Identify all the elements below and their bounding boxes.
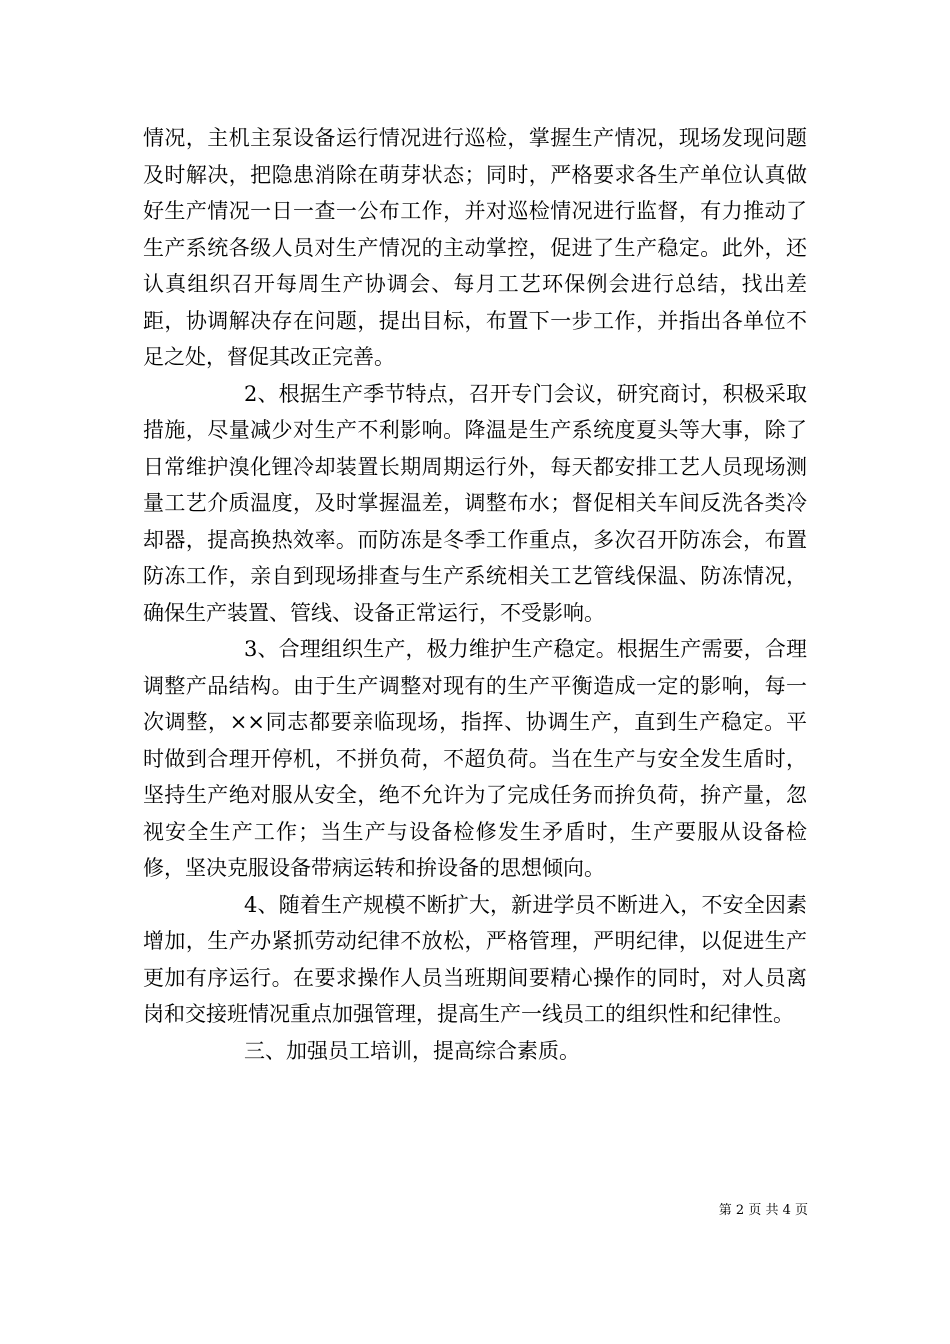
paragraph-4: 4、随着生产规模不断扩大，新进学员不断进入，不安全因素增加，生产办紧抓劳动纪律不放松，严格管理，严明纪律，以促进生产更加有序运行。在要求操作人员当班期间要精心操作的同时，对人员离岗和交接班情况重点加强管理，提高生产一线员工的组织性和纪律性。	[143, 892, 807, 1026]
page-number: 第 2 页 共 4 页	[718, 1203, 808, 1218]
paragraph-3: 3、合理组织生产，极力维护生产稳定。根据生产需要，合理调整产品结构。由于生产调整对现有的生产平衡造成一定的影响，每一次调整，××同志都要亲临现场，指挥、协调生产，直到生产稳定。平时做到合理开停机，不拼负荷，不超负荷。当在生产与安全发生盾时，坚持生产绝对服从安全，绝不允许为了完成任务而拚负荷，拚产量，忽视安全生产工作；当生产与设备检修发生矛盾时，生产要服从设备检修，坚决克服设备带病运转和拚设备的思想倾向。	[143, 637, 807, 880]
section-heading: 三、加强员工培训，提高综合素质。	[244, 1038, 580, 1063]
paragraph-1: 情况，主机主泵设备运行情况进行巡检，掌握生产情况，现场发现问题及时解决，把隐患消除在萌芽状态；同时，严格要求各生产单位认真做好生产情况一日一查一公布工作，并对巡检情况进行监督，有力推动了生产系统各级人员对生产情况的主动掌控，促进了生产稳定。此外，还认真组织召开每周生产协调会、每月工艺环保例会进行总结，找出差距，协调解决存在问题，提出目标，布置下一步工作，并指出各单位不足之处，督促其改正完善。	[143, 126, 807, 369]
paragraph-2: 2、根据生产季节特点，召开专门会议，研究商讨，积极采取措施，尽量减少对生产不利影响。降温是生产系统度夏头等大事，除了日常维护溴化锂冷却装置长期周期运行外，每天都安排工艺人员现场测量工艺介质温度，及时掌握温差，调整布水；督促相关车间反洗各类冷却器，提高换热效率。而防冻是冬季工作重点，多次召开防冻会，布置防冻工作，亲自到现场排查与生产系统相关工艺管线保温、防冻情况，确保生产装置、管线、设备正常运行，不受影响。	[143, 381, 807, 625]
document-body	[143, 120, 807, 1069]
